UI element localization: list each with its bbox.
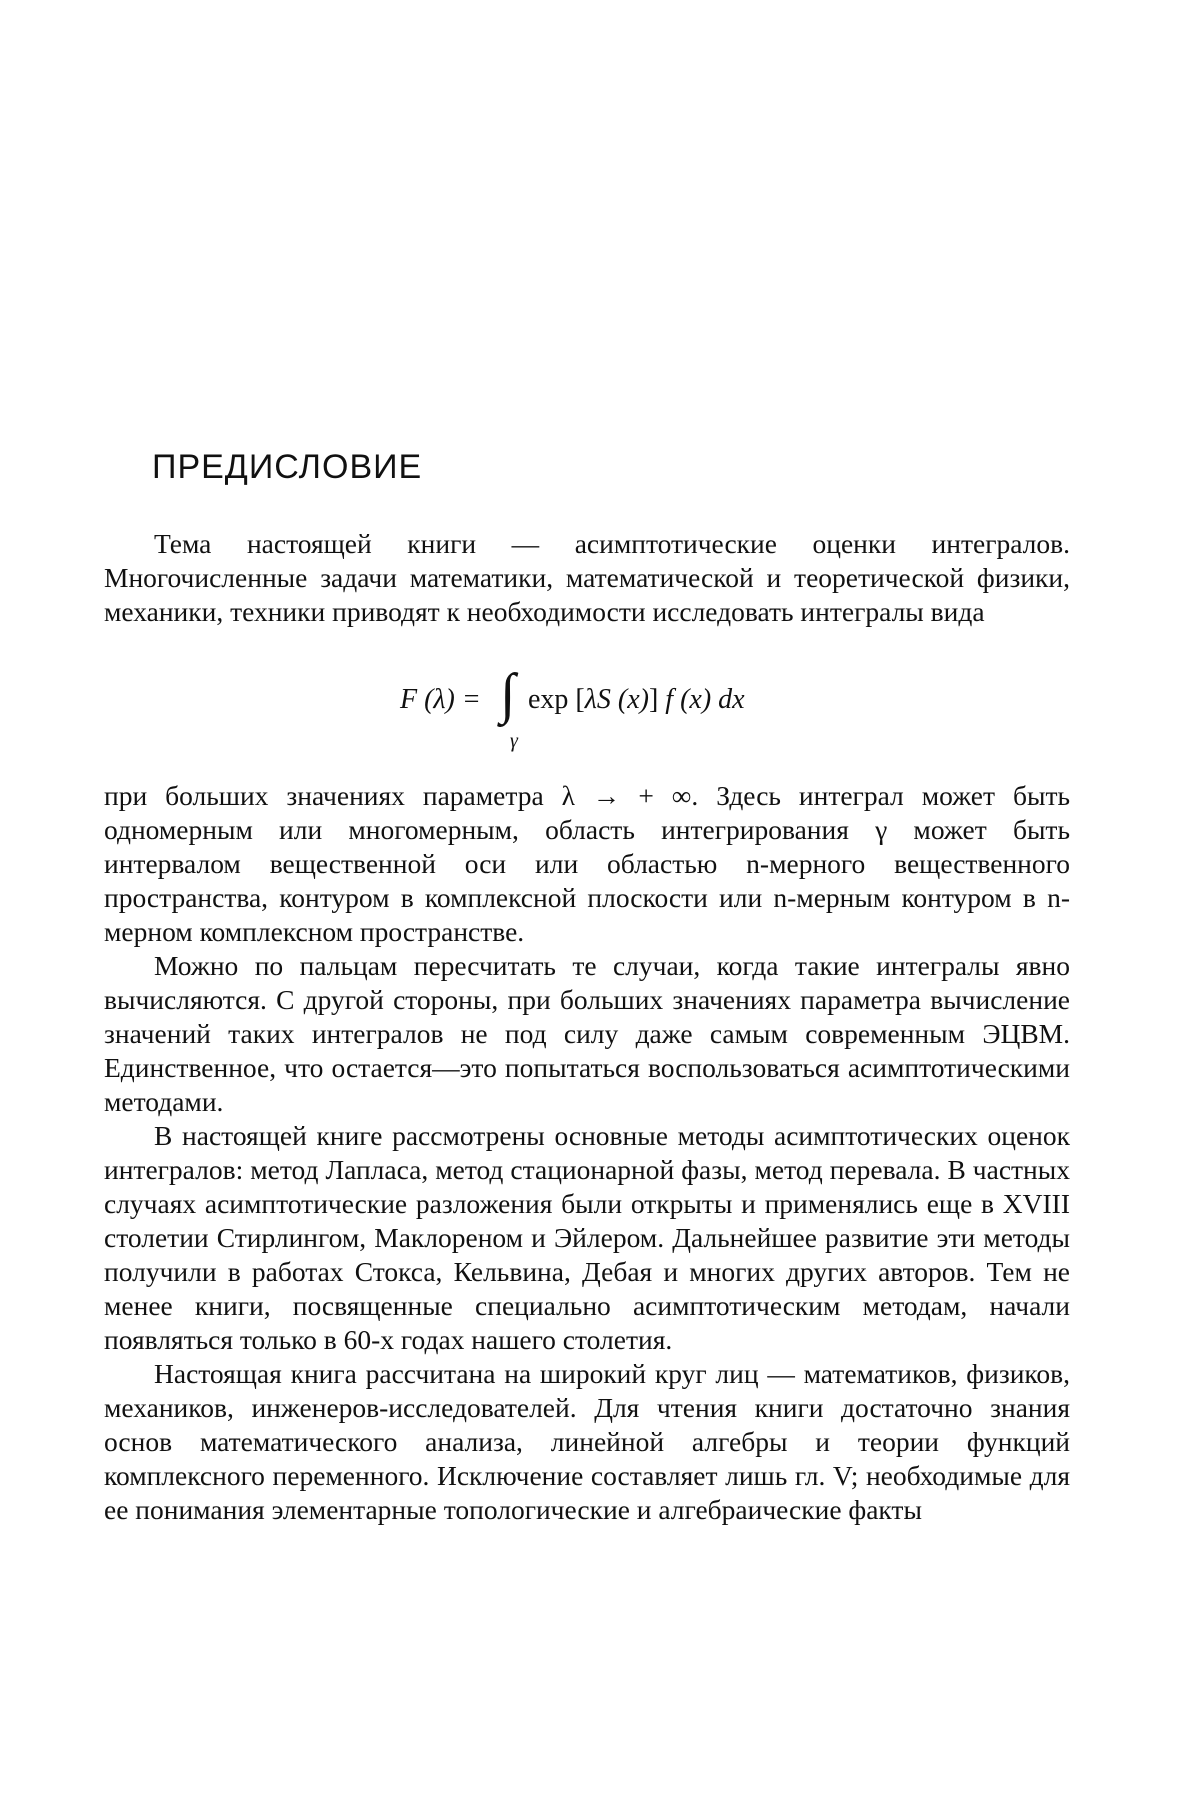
formula-lambda-s: λS (x) xyxy=(584,684,649,715)
integral-sign-icon: ∫ xyxy=(500,663,516,725)
formula-lower-limit: γ xyxy=(510,730,518,752)
formula-f-dx: f (x) dx xyxy=(665,684,745,715)
formula-exp: exp [ xyxy=(528,684,585,715)
paragraph-audience: Настоящая книга рассчитана на широкий круг лиц — математиков, физиков, механиков, инженеров-исследователей. Для чтения книги достаточно знания основ математического анализа, линейной алгебры и теории функций комплексного переменного. Исключение составляет лишь гл. V; необходимые для ее понимания элементарные топологические и алгебраические факты xyxy=(104,1358,1070,1525)
page-title: ПРЕДИСЛОВИЕ xyxy=(152,448,423,486)
formula-bracket: ] xyxy=(648,684,666,715)
formula-rhs xyxy=(528,684,745,716)
paragraph-computation: Можно по пальцам пересчитать те случаи, когда такие интегралы явно вычисляются. С другой стороны, при больших значениях параметра вычисление значений таких интегралов не под силу даже самым современным ЭЦВМ. Единственное, что остается—это попытаться воспользоваться асимптотическими методами. xyxy=(104,950,1070,1117)
formula-lhs: F (λ) = xyxy=(400,684,481,715)
paragraph-parameter: при больших значениях параметра λ → + ∞. Здесь интеграл может быть одномерным или многомерным, область интегрирования γ может быть интервалом вещественной оси или областью n-мерного вещественного пространства, контуром в комплексной плоскости или n-мерным контуром в n-мерном комплексном пространстве. xyxy=(104,780,1070,947)
paragraph-methods: В настоящей книге рассмотрены основные методы асимптотических оценок интегралов: метод Лапласа, метод стационарной фазы, метод перевала. В частных случаях асимптотические разложения были открыты и применялись еще в XVIII столетии Стирлингом, Маклореном и Эйлером. Дальнейшее развитие эти методы получили в работах Стокса, Кельвина, Дебая и многих других авторов. Тем не менее книги, посвященные специально асимптотическим методам, начали появляться только в 60-х годах нашего столетия. xyxy=(104,1120,1070,1355)
body-block xyxy=(104,779,1070,1527)
integral-formula xyxy=(390,663,830,762)
paragraph-intro: Тема настоящей книги — асимптотические оценки интегралов. Многочисленные задачи математики, математической и теоретической физики, механики, техники приводят к необходимости исследовать интегралы вида xyxy=(104,528,1070,627)
intro-block xyxy=(104,527,1070,629)
